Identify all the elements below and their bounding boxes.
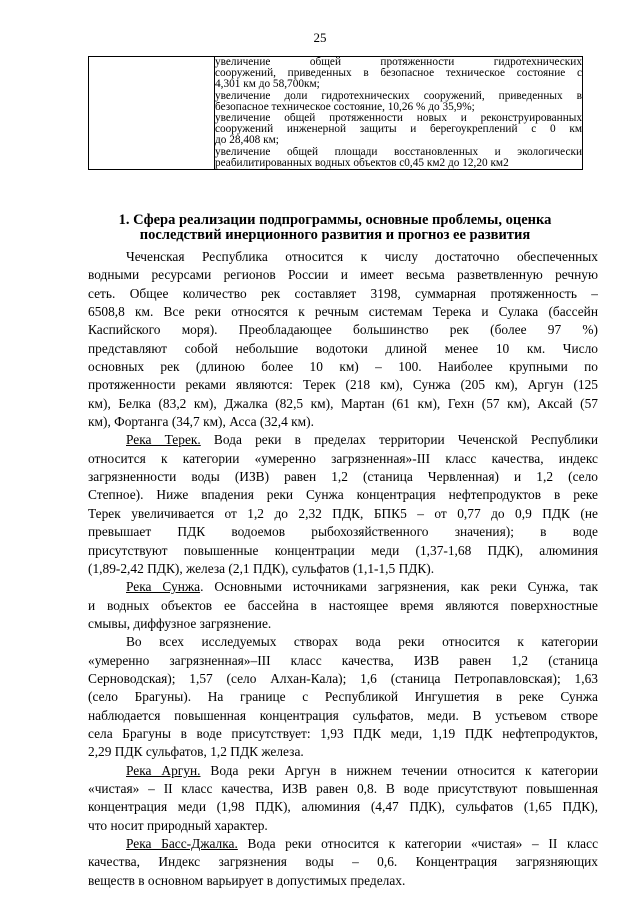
table-cell-indicators bbox=[215, 57, 583, 170]
river-heading-terek: Река Терек. bbox=[126, 432, 201, 448]
text-line: сеть. Общее количество рек составляет 3198, суммарная протяженность – bbox=[88, 285, 598, 301]
text-line: (село Брагуны). На границе с Республикой Ингушетия в реке Сунжа bbox=[88, 689, 598, 705]
table-line: увеличение общей протяженности гидротехнических bbox=[215, 57, 582, 68]
text-line: Чеченская Республика относится к числу достаточно обеспеченных bbox=[126, 249, 598, 264]
text-line bbox=[88, 431, 598, 449]
section-title bbox=[80, 213, 590, 242]
text-line: относится к категории «умеренно загрязненная»-III класс качества, индекс bbox=[88, 450, 598, 466]
text-run: Вода реки относится к категории «чистая» – II класс bbox=[237, 836, 598, 851]
text-line: «чистая» – II класс качества, ИЗВ равен 0,8. В воде присутствуют повышенная bbox=[88, 780, 598, 796]
text-line: качества, Индекс загрязнения воды – 0,6. Концентрация загрязняющих bbox=[88, 854, 598, 870]
text-line: водными ресурсами регионов России и имеет весьма разветвленную речную bbox=[88, 267, 598, 283]
text-line bbox=[88, 578, 598, 596]
text-line: (1,89-2,42 ПДК), железа (2,1 ПДК), сульфатов (1,1-1,5 ПДК). bbox=[88, 560, 435, 576]
table-line: сооружений, приведенных в безопасное техническое состояние с bbox=[215, 68, 582, 80]
table-line: увеличение общей площади восстановленных и экологически bbox=[215, 146, 582, 158]
river-heading-sunzha: Река Сунжа bbox=[126, 579, 201, 595]
table-line: увеличение доли гидротехнических сооружений, приведенных в bbox=[215, 90, 582, 102]
table-line: 4,301 км до 58,700км; bbox=[215, 79, 320, 91]
table-row bbox=[89, 57, 583, 170]
indicators-table bbox=[88, 56, 583, 170]
text-line: Терек увеличивается от 1,2 до 2,32 ПДК, БПК5 – от 0,77 до 0,9 ПДК (не bbox=[88, 505, 598, 521]
table-line: сооружений инженерной защиты и берегоукреплений с 0 км bbox=[215, 124, 582, 136]
river-heading-argun: Река Аргун. bbox=[126, 762, 201, 778]
text-line bbox=[88, 835, 598, 853]
table-line: до 28,408 км; bbox=[215, 135, 279, 147]
text-line: и водных объектов ее бассейна в настоящее время являются поверхностные bbox=[88, 597, 598, 613]
table-cell-empty bbox=[89, 57, 215, 170]
text-line: что носит природный характер. bbox=[88, 817, 268, 833]
text-line: Каспийского моря). Преобладающее большинство рек (более 97 %) bbox=[88, 322, 598, 338]
text-run: Вода реки в пределах территории Чеченской Республики bbox=[200, 432, 598, 448]
table-line: безопасное техническое состояние, 10,26 % до 35,9%; bbox=[215, 101, 475, 113]
text-line: основных рек (длиною более 10 км) – 100. Наиболее крупными по bbox=[88, 359, 598, 375]
text-line: села Брагуны в воде присутствует: 1,93 ПДК меди, 1,19 ПДК нефтепродуктов, bbox=[88, 725, 598, 741]
text-line: присутствуют повышенные концентрации меди (1,37-1,68 ПДК), алюминия bbox=[88, 542, 598, 558]
text-line: загрязненности воды (ИЗВ) равен 1,2 (станица Червленная) и 1,2 (село bbox=[88, 469, 598, 485]
text-line: Во всех исследуемых створах вода реки относится к категории bbox=[126, 634, 598, 650]
text-line: «умеренно загрязненная»–III класс качества, ИЗВ равен 1,2 (станица bbox=[88, 652, 598, 668]
text-line: 6508,8 км. Все реки относятся к речным системам Терека и Сулака (бассейн bbox=[88, 304, 598, 320]
text-line: Серноводская); 1,57 (село Алхан-Кала); 1,6 (станица Петропавловская); 1,63 bbox=[88, 670, 598, 686]
text-line: веществ в основном варьирует в допустимых пределах. bbox=[88, 872, 406, 888]
table-line: реабилитированных водных объектов с0,45 км2 до 12,20 км2 bbox=[215, 157, 509, 169]
text-line: км), Белка (83,2 км), Джалка (82,5 км), Мартан (61 км), Гехн (57 км), Аксай (57 bbox=[88, 395, 598, 411]
text-line: наблюдается повышенная концентрация сульфатов, меди. В устьевом створе bbox=[88, 707, 598, 723]
text-line: км), Фортанга (34,7 км), Асса (32,4 км). bbox=[88, 414, 314, 430]
text-line: Степное). Ниже впадения реки Сунжа концентрация нефтепродуктов в реке bbox=[88, 487, 598, 503]
text-line: протяженности реками являются: Терек (218 км), Сунжа (205 км), Аргун (125 bbox=[88, 377, 598, 393]
text-run: . Основными источниками загрязнения, как реки Сунжа, так bbox=[200, 579, 598, 595]
text-run: Вода реки Аргун в нижнем течении относится к категории bbox=[200, 762, 598, 778]
text-line: превышает ПДК водоемов рыбохозяйственного значения); в воде bbox=[88, 524, 598, 540]
text-line: смывы, диффузное загрязнение. bbox=[88, 615, 272, 631]
river-heading-bass-dzhalka: Река Басс-Джалка. bbox=[126, 836, 238, 851]
text-line: представляют собой небольшие водотоки длиной менее 10 км. Число bbox=[88, 340, 598, 356]
body-text bbox=[88, 248, 598, 890]
text-line: концентрация меди (1,98 ПДК), алюминия (4,47 ПДК), сульфатов (1,65 ПДК), bbox=[88, 799, 598, 815]
table-line: увеличение общей протяженности новых и реконструированных bbox=[215, 113, 582, 125]
section-title-line: последствий инерционного развития и прогноз ее развития bbox=[139, 226, 531, 243]
text-line: 2,29 ПДК сульфатов, 1,2 ПДК железа. bbox=[88, 744, 304, 760]
page-number: 25 bbox=[313, 30, 327, 45]
section-title-line: 1. Сфера реализации подпрограммы, основные проблемы, оценка bbox=[118, 212, 552, 228]
text-line bbox=[88, 762, 598, 780]
